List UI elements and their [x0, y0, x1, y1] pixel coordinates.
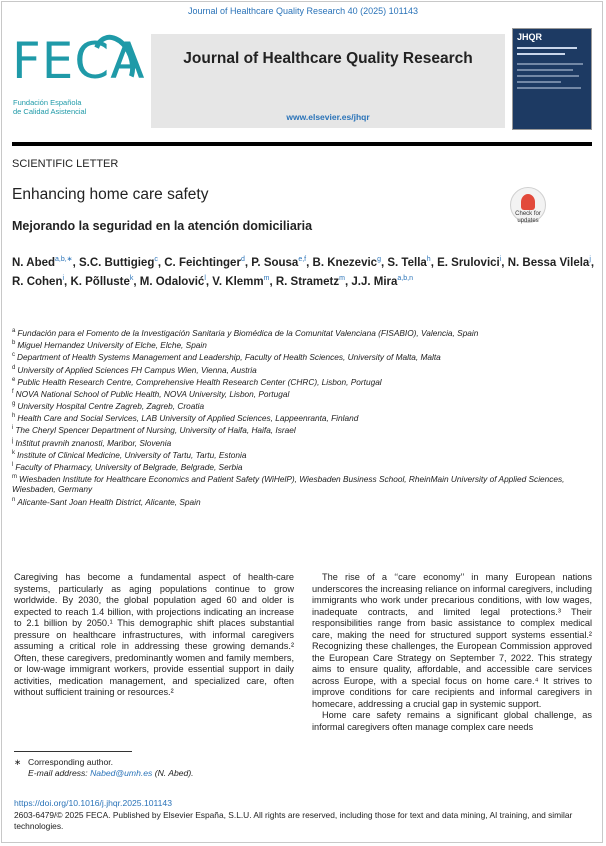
affiliation-key: j [12, 437, 14, 444]
affiliation-key: d [12, 364, 16, 371]
author-name: R. Cohen [12, 275, 63, 288]
author-affiliation-mark[interactable]: h [426, 256, 431, 263]
author-name: C. Feichtinger [164, 256, 241, 269]
journal-title: Journal of Healthcare Quality Research [183, 50, 473, 67]
author-name: R. Strametz [275, 275, 340, 288]
author-affiliation-mark[interactable]: c [154, 256, 158, 263]
affiliation-key: i [12, 425, 14, 432]
body-paragraph: Caregiving has become a fundamental aspect of health-care systems, particularly as aging populations continue to grow worldwide. By 2030, the global population aged 60 and older is expected to reach 1.4 billion, with projections indicating an increase to 2.1 billion by 2050.¹ This demographic shift places substantial pressure on healthcare infrastructures, with informal caregivers assuming a critical role in addressing these growing demands.² Often, these caregivers, predominantly women and family members, or low-wage immigrant workers, provide essential support in daily activities, medication management, and specialized care, often without sufficient training or resources.² [14, 572, 294, 697]
author-affiliation-mark[interactable]: m [339, 274, 345, 282]
affiliation-item [12, 448, 596, 460]
affiliation-text: Public Health Research Centre, Comprehensive Health Research Center (CHRC), Lisbon, Portugal [17, 376, 382, 387]
affiliation-item [12, 472, 596, 495]
author-name: S.C. Buttigieg [78, 256, 155, 269]
email-link[interactable]: Nabed@umh.es [90, 768, 153, 778]
affiliation-key: n [12, 496, 16, 503]
affiliation-text: Miguel Hernandez University of Elche, Elche, Spain [17, 339, 207, 350]
affiliation-text: University of Applied Sciences FH Campus Wien, Vienna, Austria [17, 364, 257, 375]
affiliation-text: Alicante-Sant Joan Health District, Alicante, Spain [17, 496, 201, 507]
affiliation-text: Fundación para el Fomento de la Investigación Sanitaria y Biomédica de la Comunitat Valenciana (FISABIO), Valencia, Spain [17, 327, 479, 338]
author-name: P. Sousa [251, 256, 299, 269]
body-column-left [14, 572, 294, 699]
doi-link[interactable]: https://doi.org/10.1016/j.jhqr.2025.101143 [14, 798, 172, 808]
author-name: B. Knezevic [312, 256, 378, 269]
author-affiliation-mark[interactable]: e,f [298, 256, 307, 263]
bookmark-icon [521, 194, 535, 210]
affiliation-item [12, 375, 596, 387]
header-rule [12, 142, 592, 146]
copyright-notice: 2603-6479/© 2025 FECA. Published by Elsevier España, S.L.U. All rights are reserved, including those for text and data mining, AI training, and similar technologies. [14, 810, 573, 831]
author-affiliation-mark[interactable]: k [129, 274, 134, 282]
cover-line [517, 53, 565, 55]
logo-text: FECA [12, 32, 146, 90]
cover-line [517, 87, 581, 89]
affiliation-item [12, 363, 596, 375]
article-subtitle: Mejorando la seguridad en la atención domiciliaria [12, 219, 313, 233]
journal-cover-image [512, 28, 592, 130]
author-affiliation-mark[interactable]: m [263, 274, 270, 282]
email-suffix: (N. Abed). [154, 768, 194, 778]
affiliation-key: h [12, 413, 16, 420]
affiliation-key: b [12, 340, 16, 347]
author-name: N. Abed [12, 256, 56, 269]
author-affiliation-mark[interactable]: j [589, 256, 591, 263]
journal-banner [151, 34, 505, 128]
author-name: N. Bessa Vilela [507, 256, 590, 269]
affiliation-key: g [12, 401, 16, 408]
author-affiliation-mark[interactable]: a,b,∗ [55, 256, 73, 263]
affiliation-text: Wiesbaden Institute for Healthcare Economics and Patient Safety (WiHelP), Wiesbaden Business School, RheinMain University of Applied Sciences, Wiesbaden, Germany [12, 473, 565, 495]
affiliation-key: k [12, 449, 15, 456]
affiliation-item [12, 436, 596, 448]
cover-line [517, 47, 577, 49]
body-column-right [312, 572, 592, 733]
footnote-mark: ∗ [14, 757, 22, 767]
author-affiliation-mark[interactable]: l [204, 274, 206, 282]
affiliation-text: Faculty of Pharmacy, University of Belgrade, Belgrade, Serbia [15, 461, 243, 472]
logo-subtitle-line-1: Fundación Española [13, 98, 82, 107]
author-affiliation-mark[interactable]: g [377, 256, 381, 263]
affiliation-text: Department of Health Systems Management and Leadership, Faculty of Health Sciences, University of Malta, Malta [17, 352, 441, 363]
email-label: E-mail address: [28, 768, 88, 778]
author-name: J.J. Mira [351, 275, 398, 288]
affiliation-item [12, 460, 596, 472]
author-list: N. Abed$^{a,b,∗}$, S.C. Buttigieg$^c$, C. Feichtinger$^d$, P. Sousa$^{e,f}$, B. Knezevic$^g$, S. Tella$^h$, E. Srulovici$^i$, N. Bessa Vilela$^j$, R. Cohen$^i$, K. Põlluste$^k$, M. Odalović$^l$, V. Klemm$^m$, R. Strametz$^m$, J.J. Mira$^{a,b,n}$ [12, 256, 595, 288]
affiliation-item [12, 387, 596, 399]
affiliation-text: University Hospital Centre Zagreb, Zagreb, Croatia [17, 400, 205, 411]
affiliation-item [12, 495, 596, 507]
footnote-rule [14, 751, 132, 752]
logo-subtitle [13, 98, 86, 116]
affiliation-text: Institute of Clinical Medicine, University of Tartu, Tartu, Estonia [17, 449, 247, 460]
affiliation-item [12, 399, 596, 411]
body-paragraph: Home care safety remains a significant global challenge, as informal caregivers often manage complex care needs [312, 710, 592, 732]
author-name: M. Odalović [139, 275, 205, 288]
cover-line [517, 63, 583, 65]
journal-url-link[interactable]: www.elsevier.es/jhqr [286, 112, 370, 122]
corresponding-author-footnote [14, 757, 294, 779]
author-name: V. Klemm [212, 275, 264, 288]
cover-line [517, 81, 561, 83]
author-name: S. Tella [387, 256, 427, 269]
affiliation-text: Health Care and Social Services, LAB University of Applied Sciences, Lappeenranta, Finland [17, 412, 359, 423]
affiliation-key: a [12, 328, 16, 334]
cover-line [517, 75, 579, 77]
logo-subtitle-line-2: de Calidad Asistencial [13, 107, 87, 116]
affiliation-item [12, 338, 596, 350]
author-affiliation-mark[interactable]: i [499, 256, 502, 263]
author-affiliation-mark[interactable]: d [240, 256, 245, 263]
author-name: E. Srulovici [437, 256, 500, 269]
author-affiliation-mark[interactable]: a,b,n [397, 274, 413, 282]
footnote-label: Corresponding author. [28, 757, 114, 767]
affiliation-item [12, 423, 596, 435]
affiliation-text: The Cheryl Spencer Department of Nursing, University of Haifa, Haifa, Israel [15, 425, 296, 436]
affiliation-item [12, 326, 596, 338]
affiliation-key: l [12, 461, 14, 468]
author-name: K. Põlluste [70, 275, 130, 288]
body-paragraph: The rise of a ‘‘care economy’’ in many European nations underscores the increasing reliance on informal caregivers, including immigrants who work under precarious conditions, with low wages, inadequate contracts, and limited legal protections.³ Their responsibilities range from basic assistance to complex medical care, making the need for structured support systems essential.² Recognizing these challenges, the European Commission approved the European Care Strategy on September 7, 2022. This strategy aims to ensure quality, affordable, and accessible care services across Europe, with a special focus on home care.⁴ It strives to improve conditions for care recipients and informal caregivers in homecare, addressing a crucial gap in systemic support. [312, 572, 592, 709]
affiliation-text: NOVA National School of Public Health, NOVA University, Lisbon, Portugal [15, 388, 290, 399]
article-title: Enhancing home care safety [12, 186, 209, 203]
feca-logo [12, 32, 146, 126]
check-updates-label[interactable]: Check for updates [515, 211, 541, 224]
article-section: SCIENTIFIC LETTER [12, 158, 119, 170]
affiliation-key: c [12, 352, 15, 359]
author-affiliation-mark[interactable]: i [62, 274, 65, 282]
affiliation-item [12, 350, 596, 362]
affiliation-list [12, 326, 596, 507]
affiliation-key: e [12, 376, 16, 383]
affiliation-key: m [12, 474, 17, 481]
journal-citation-link[interactable]: Journal of Healthcare Quality Research 40 (2025) 101143 [188, 6, 418, 16]
affiliation-text: Inštitut pravnih znanosti, Maribor, Slovenia [15, 437, 172, 448]
cover-abbr: JHQR [517, 32, 543, 42]
cover-line [517, 69, 573, 71]
affiliation-key: f [12, 388, 14, 395]
affiliation-item [12, 411, 596, 423]
